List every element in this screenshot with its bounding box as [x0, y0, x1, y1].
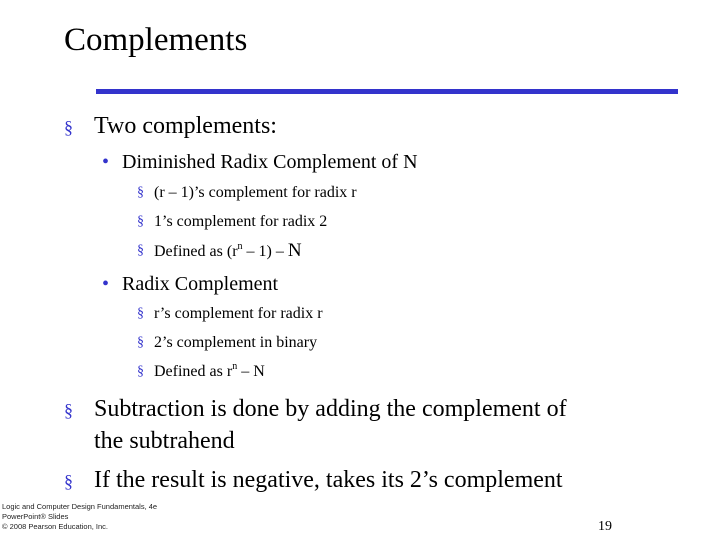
- bullet-text: r’s complement for radix r: [154, 305, 323, 322]
- section-bullet-icon: §: [137, 364, 144, 379]
- formula-n: N: [287, 240, 302, 261]
- page-number: 19: [598, 519, 612, 534]
- section-bullet-icon: §: [64, 117, 73, 137]
- bullet-text: Two complements:: [94, 113, 277, 139]
- footer-line-1: Logic and Computer Design Fundamentals, 4e: [2, 502, 158, 511]
- bullet-text: (r – 1)’s complement for radix r: [154, 184, 357, 201]
- title-underline: [96, 89, 678, 94]
- section-bullet-icon: §: [137, 185, 144, 200]
- slide-title: Complements: [64, 22, 248, 58]
- bullet-text: 2’s complement in binary: [154, 334, 318, 351]
- dot-bullet-icon: •: [102, 151, 110, 173]
- formula-prefix: Defined as r: [154, 363, 233, 380]
- section-bullet-icon: §: [64, 471, 73, 491]
- bullet-text: Diminished Radix Complement of N: [122, 151, 418, 173]
- formula-text: [154, 241, 302, 264]
- formula-exponent: n: [232, 361, 238, 372]
- section-bullet-icon: §: [64, 400, 73, 420]
- bullet-text-line1: Subtraction is done by adding the complement of: [94, 396, 567, 422]
- section-bullet-icon: §: [137, 306, 144, 321]
- bullet-text: 1’s complement for radix 2: [154, 213, 328, 230]
- formula-prefix: Defined as (r: [154, 243, 238, 260]
- section-bullet-icon: §: [137, 214, 144, 229]
- dot-bullet-icon: •: [102, 273, 110, 295]
- section-bullet-icon: §: [137, 243, 144, 258]
- bullet-text: Radix Complement: [122, 273, 279, 295]
- formula-middle: – 1) –: [242, 243, 288, 260]
- footer-line-2: PowerPoint® Slides: [2, 512, 69, 521]
- section-bullet-icon: §: [137, 335, 144, 350]
- copyright-footer: [2, 502, 157, 532]
- bullet-text-line2: the subtrahend: [94, 428, 235, 454]
- footer-line-3: © 2008 Pearson Education, Inc.: [2, 522, 109, 531]
- formula-text: [154, 362, 265, 384]
- formula-suffix: – N: [237, 363, 265, 380]
- bullet-text: If the result is negative, takes its 2’s complement: [94, 467, 563, 493]
- formula-exponent: n: [237, 241, 243, 252]
